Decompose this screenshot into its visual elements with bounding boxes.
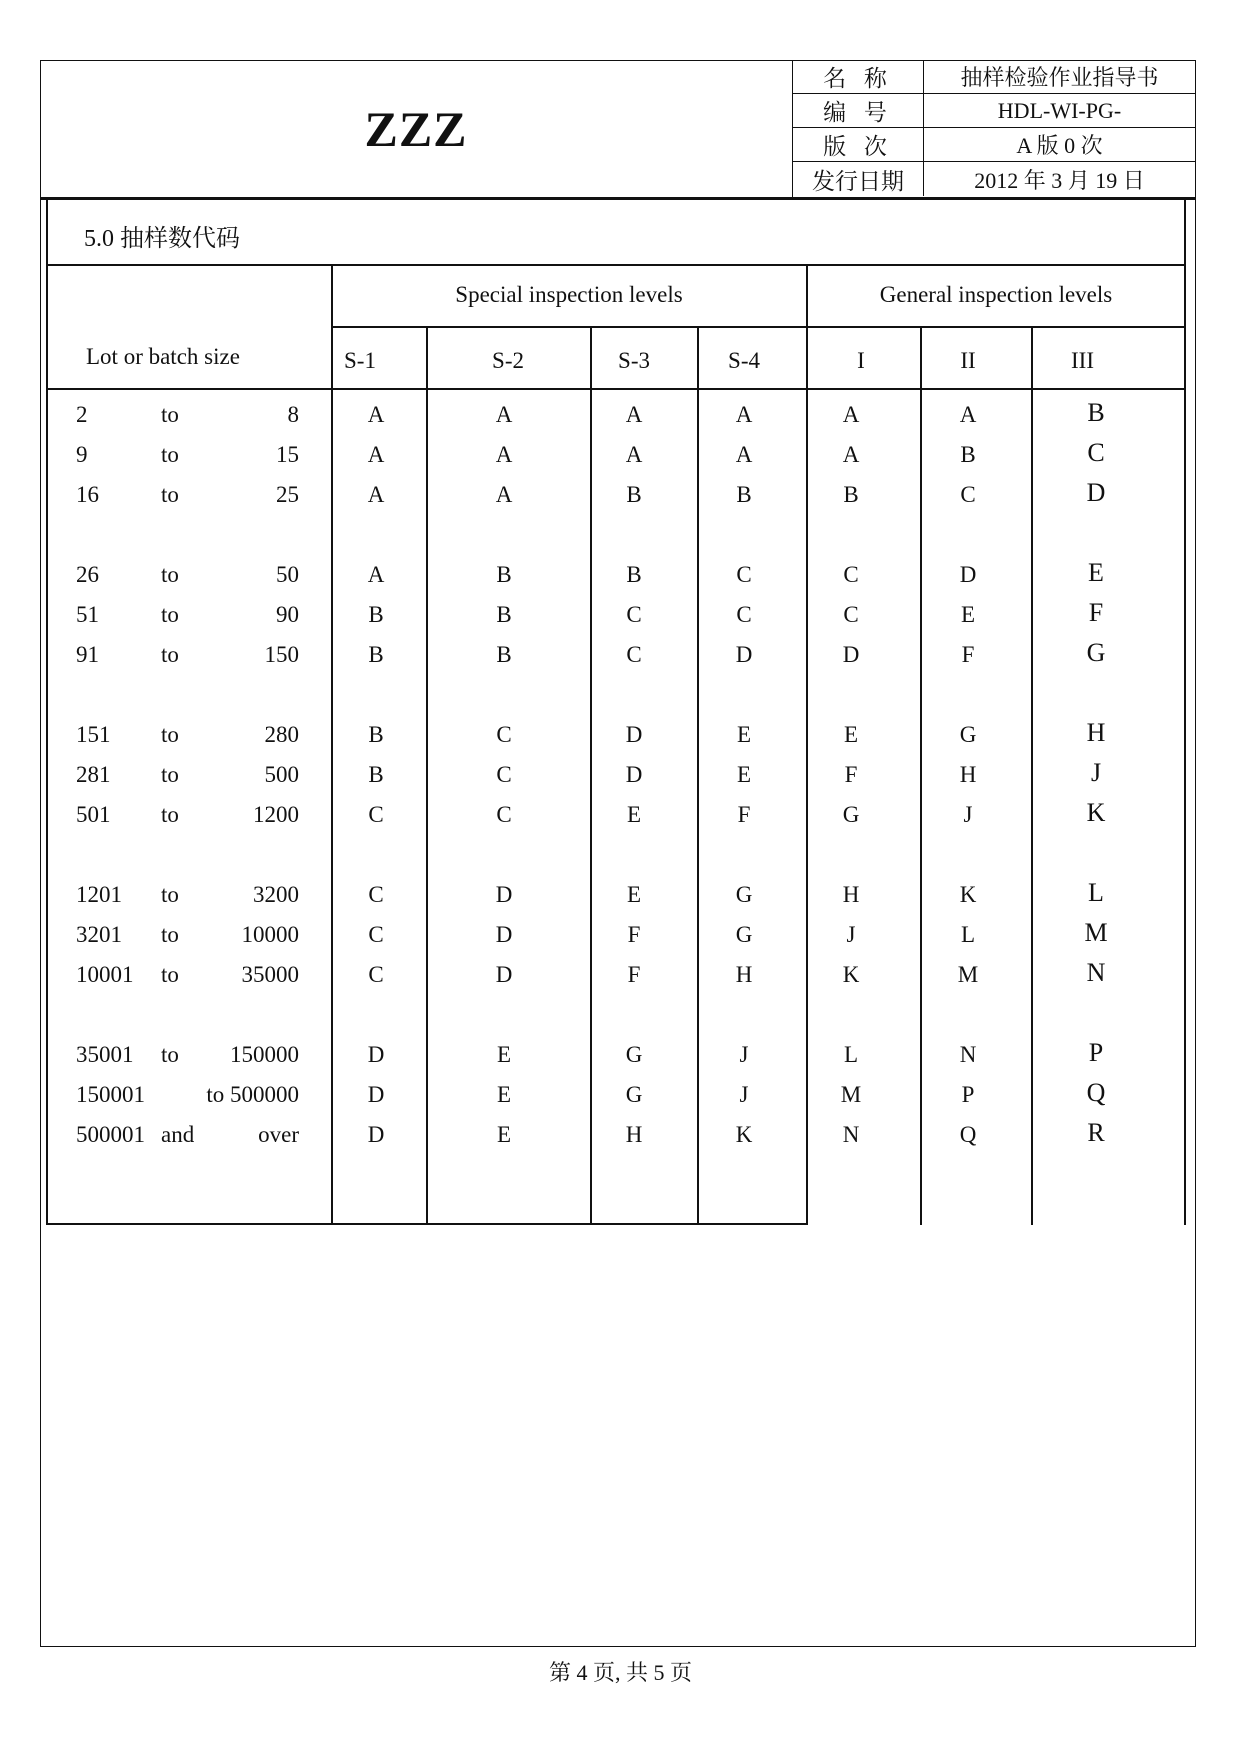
column-header: S-4 xyxy=(728,348,760,373)
lot-size-to: 8 xyxy=(287,402,299,427)
lot-size-from: 150001 xyxy=(76,1082,145,1107)
lot-size-to: 35000 xyxy=(241,962,299,987)
lot-size-to: 25 xyxy=(276,482,299,507)
code-letter: H xyxy=(625,1122,643,1147)
code-letter: M xyxy=(840,1082,862,1107)
code-letter: D xyxy=(735,642,753,667)
lot-size-to: to 500000 xyxy=(206,1082,299,1107)
code-letter: H xyxy=(842,882,860,907)
code-letter: G xyxy=(842,802,860,827)
code-letter: J xyxy=(846,922,856,947)
code-letter-level-iii: H xyxy=(1086,718,1106,747)
meta-row-version xyxy=(793,128,1195,162)
sample-code-table xyxy=(46,200,1186,1225)
code-letter: F xyxy=(844,762,858,787)
code-letter: C xyxy=(736,562,752,587)
lot-size-from: 26 xyxy=(76,562,99,587)
meta-label: 编 号 xyxy=(793,94,924,127)
code-letter: F xyxy=(961,642,975,667)
lot-size-to: 280 xyxy=(264,722,299,747)
column-header: S-3 xyxy=(618,348,650,373)
code-letter: B xyxy=(626,562,642,587)
meta-row-name xyxy=(793,60,1195,94)
code-letter: B xyxy=(496,642,512,667)
code-letter: N xyxy=(842,1122,860,1147)
section-title: 5.0 抽样数代码 xyxy=(84,226,240,252)
code-letter: A xyxy=(495,402,513,427)
code-letter: C xyxy=(843,562,859,587)
code-letter: L xyxy=(843,1042,859,1067)
document-meta xyxy=(792,60,1196,197)
code-letter: E xyxy=(736,722,752,747)
code-letter: E xyxy=(626,882,642,907)
code-letter: C xyxy=(736,602,752,627)
code-letter: D xyxy=(959,562,977,587)
column-divider xyxy=(331,264,333,1225)
code-letter: B xyxy=(626,482,642,507)
code-letter: J xyxy=(963,802,973,827)
column-header: III xyxy=(1071,348,1094,373)
lot-size-sep: to xyxy=(161,642,179,667)
code-letter-level-iii: K xyxy=(1086,798,1106,827)
lot-size-from: 281 xyxy=(76,762,111,787)
code-letter: G xyxy=(735,882,753,907)
code-letter: A xyxy=(842,442,860,467)
lot-size-sep: to xyxy=(161,722,179,747)
code-letter: J xyxy=(739,1042,749,1067)
code-letter: B xyxy=(368,722,384,747)
code-letter: J xyxy=(739,1082,749,1107)
code-letter: Q xyxy=(959,1122,977,1147)
code-letter: E xyxy=(496,1082,512,1107)
code-letter: D xyxy=(625,722,643,747)
lot-size-to: 150000 xyxy=(230,1042,299,1067)
lot-size-to: 150 xyxy=(264,642,299,667)
code-letter: C xyxy=(368,922,384,947)
company-logo: ZZZ xyxy=(364,100,468,157)
code-letter: F xyxy=(627,962,641,987)
code-letter-level-iii: E xyxy=(1088,558,1104,587)
meta-value: HDL-WI-PG- xyxy=(997,97,1122,123)
code-letter: G xyxy=(735,922,753,947)
code-letter-level-iii: F xyxy=(1088,598,1104,627)
code-letter-level-iii: G xyxy=(1086,638,1106,667)
column-header-divider xyxy=(46,388,1186,390)
code-letter-level-iii: P xyxy=(1088,1038,1104,1067)
lot-size-from: 500001 xyxy=(76,1122,145,1147)
lot-size-sep: to xyxy=(161,442,179,467)
code-letter: K xyxy=(735,1122,753,1147)
column-divider xyxy=(1031,326,1033,1225)
code-letter: B xyxy=(496,602,512,627)
column-header: S-1 xyxy=(344,348,376,373)
lot-size-to: 15 xyxy=(276,442,299,467)
code-letter-level-iii: M xyxy=(1084,918,1108,947)
code-letter: A xyxy=(367,442,385,467)
code-letter: C xyxy=(496,802,512,827)
lot-size-from: 51 xyxy=(76,602,99,627)
code-letter: H xyxy=(959,762,977,787)
code-letter: E xyxy=(736,762,752,787)
code-letter: F xyxy=(737,802,751,827)
lot-size-sep: to xyxy=(161,1042,179,1067)
meta-label: 发行日期 xyxy=(793,162,924,196)
lot-size-sep: to xyxy=(161,482,179,507)
code-letter-level-iii: J xyxy=(1090,758,1102,787)
lot-size-sep: to xyxy=(161,922,179,947)
lot-size-to: 50 xyxy=(276,562,299,587)
code-letter: D xyxy=(842,642,860,667)
code-letter: G xyxy=(959,722,977,747)
code-letter: A xyxy=(735,402,753,427)
code-letter: K xyxy=(842,962,860,987)
code-letter: D xyxy=(367,1122,385,1147)
code-letter: A xyxy=(625,442,643,467)
code-letter: B xyxy=(496,562,512,587)
code-letter: A xyxy=(735,442,753,467)
code-letter: E xyxy=(496,1122,512,1147)
lot-size-from: 9 xyxy=(76,442,88,467)
meta-value: 2012 年 3 月 19 日 xyxy=(974,167,1145,193)
code-letter: G xyxy=(625,1082,643,1107)
code-letter: C xyxy=(368,882,384,907)
code-letter: M xyxy=(957,962,979,987)
code-letter: D xyxy=(495,962,513,987)
code-letter: H xyxy=(735,962,753,987)
lot-size-header: Lot or batch size xyxy=(86,344,240,369)
code-letter: B xyxy=(843,482,859,507)
code-letter: C xyxy=(960,482,976,507)
meta-value: A 版 0 次 xyxy=(1016,133,1103,158)
code-letter: E xyxy=(960,602,976,627)
table-border-left xyxy=(46,200,48,1225)
code-letter: B xyxy=(368,642,384,667)
code-letter: L xyxy=(960,922,976,947)
lot-size-sep: to xyxy=(161,562,179,587)
column-divider xyxy=(590,326,592,1225)
code-letter: D xyxy=(367,1042,385,1067)
lot-size-sep: to xyxy=(161,762,179,787)
code-letter-level-iii: L xyxy=(1088,878,1104,907)
code-letter: A xyxy=(842,402,860,427)
lot-size-sep: and xyxy=(161,1122,195,1147)
code-letter: D xyxy=(495,882,513,907)
code-letter: C xyxy=(496,722,512,747)
lot-size-from: 2 xyxy=(76,402,88,427)
code-letter: A xyxy=(367,482,385,507)
meta-label: 版 次 xyxy=(793,128,924,161)
lot-size-from: 10001 xyxy=(76,962,134,987)
code-letter: A xyxy=(625,402,643,427)
code-letter: A xyxy=(495,442,513,467)
code-letter: A xyxy=(367,402,385,427)
code-letter: C xyxy=(626,602,642,627)
lot-size-sep: to xyxy=(161,402,179,427)
code-letter-level-iii: B xyxy=(1087,398,1105,427)
code-letter-level-iii: Q xyxy=(1086,1078,1106,1107)
code-letter: B xyxy=(736,482,752,507)
code-letter-level-iii: N xyxy=(1086,958,1106,987)
lot-size-from: 151 xyxy=(76,722,111,747)
lot-size-sep: to xyxy=(161,962,179,987)
level-header-divider xyxy=(331,326,1186,328)
code-letter: G xyxy=(625,1042,643,1067)
code-letter: C xyxy=(368,962,384,987)
column-header: I xyxy=(857,348,865,373)
code-letter: C xyxy=(626,642,642,667)
code-letter: B xyxy=(368,602,384,627)
general-levels-header: General inspection levels xyxy=(879,282,1113,307)
lot-size-from: 1201 xyxy=(76,882,122,907)
meta-row-number xyxy=(793,94,1195,128)
section-divider xyxy=(46,264,1186,266)
code-letter: A xyxy=(959,402,977,427)
column-header: S-2 xyxy=(492,348,524,373)
page-number: 第 4 页, 共 5 页 xyxy=(548,1660,692,1685)
column-divider xyxy=(426,326,428,1225)
lot-size-to: 3200 xyxy=(253,882,299,907)
lot-size-from: 35001 xyxy=(76,1042,134,1067)
lot-size-to: 10000 xyxy=(241,922,299,947)
code-letter: N xyxy=(959,1042,977,1067)
code-letter: D xyxy=(625,762,643,787)
code-letter-level-iii: R xyxy=(1087,1118,1105,1147)
lot-size-to: 500 xyxy=(264,762,299,787)
code-letter-level-iii: D xyxy=(1086,478,1106,507)
meta-row-date xyxy=(793,162,1195,196)
code-letter: E xyxy=(843,722,859,747)
lot-size-sep: to xyxy=(161,882,179,907)
code-letter: A xyxy=(495,482,513,507)
code-letter: D xyxy=(367,1082,385,1107)
lot-size-to: 90 xyxy=(276,602,299,627)
lot-size-sep: to xyxy=(161,602,179,627)
lot-size-from: 16 xyxy=(76,482,99,507)
column-divider xyxy=(697,326,699,1225)
special-levels-header: Special inspection levels xyxy=(455,282,683,307)
code-letter: P xyxy=(961,1082,975,1107)
code-letter: K xyxy=(959,882,977,907)
lot-size-from: 3201 xyxy=(76,922,122,947)
code-letter: A xyxy=(367,562,385,587)
lot-size-from: 91 xyxy=(76,642,99,667)
code-letter: B xyxy=(960,442,976,467)
lot-size-to: over xyxy=(258,1122,299,1147)
table-border-right xyxy=(1184,200,1186,1225)
code-letter-level-iii: C xyxy=(1087,438,1105,467)
meta-value: 抽样检验作业指导书 xyxy=(960,65,1159,90)
code-letter: B xyxy=(368,762,384,787)
column-header: II xyxy=(960,348,976,373)
lot-size-to: 1200 xyxy=(253,802,299,827)
document-header xyxy=(40,60,1196,200)
lot-size-from: 501 xyxy=(76,802,111,827)
code-letter: C xyxy=(368,802,384,827)
code-letter: C xyxy=(496,762,512,787)
code-letter: E xyxy=(626,802,642,827)
code-letter: C xyxy=(843,602,859,627)
lot-size-sep: to xyxy=(161,802,179,827)
code-letter: E xyxy=(496,1042,512,1067)
column-divider xyxy=(920,326,922,1225)
meta-label: 名 称 xyxy=(793,60,924,93)
code-letter: F xyxy=(627,922,641,947)
column-divider xyxy=(806,264,808,1225)
code-letter: D xyxy=(495,922,513,947)
